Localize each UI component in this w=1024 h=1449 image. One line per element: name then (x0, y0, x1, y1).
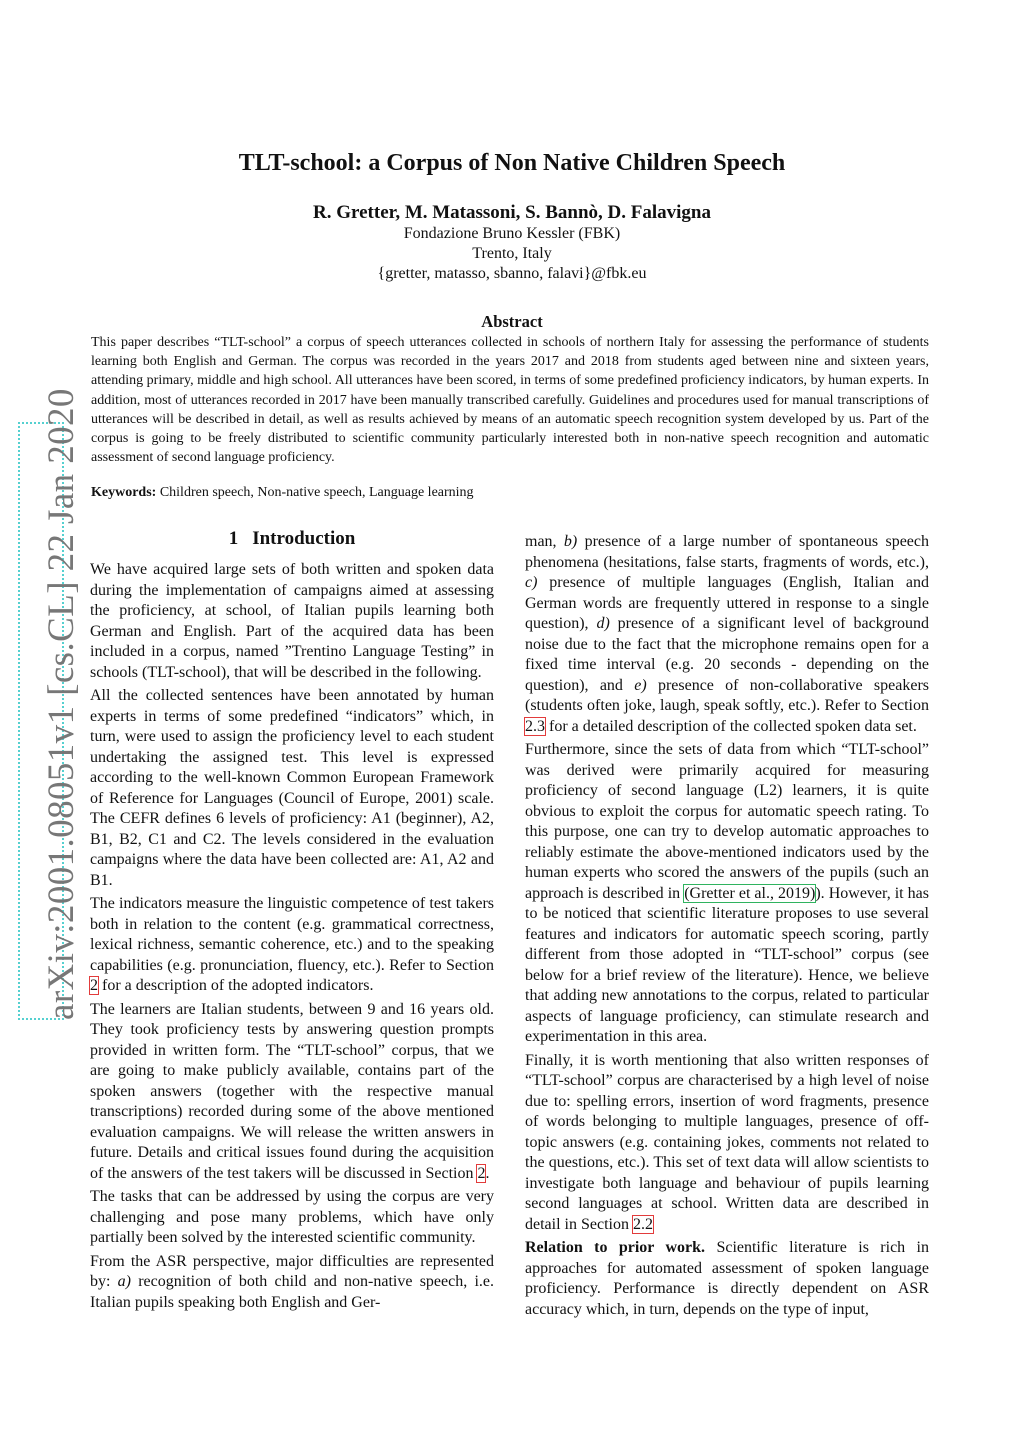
section-ref-link[interactable]: 2.3 (525, 717, 545, 735)
emails: {gretter, matasso, sbanno, falavi}@fbk.eu (377, 265, 647, 282)
section-ref-link[interactable]: 2.2 (632, 1215, 653, 1233)
authors: R. Gretter, M. Matassoni, S. Bannò, D. Falavigna (313, 202, 711, 223)
institution: Fondazione Bruno Kessler (FBK) (403, 225, 621, 242)
paragraph: Furthermore, since the sets of data from which “TLT-school” was derived were primarily acquired for measuring proficiency of second language (L2) learners, it is quite obvious to exploit the corpus for automatic speech rating. To this purpose, one can try to develop automatic approaches to reliably estimate the above-mentioned indicators used by the human experts who scored the answers of the pupils (such an approach is described in (Gretter et al., 2019)). However, it has to be noticed that scientific literature proposes to use several features and indicators for automatic speech scoring, partly different from those adopted in “TLT-school” corpus (see below for a brief review of the literature). Hence, we believe that adding new annotations to the corpus, related to particular aspects of language proficiency, can stimulate research and experimentation in this area. (525, 741, 929, 1045)
section-number: 1 (228, 528, 239, 549)
paragraph: All the collected sentences have been annotated by human experts in terms of some predefined “indicators” which, in turn, were used to assign the proficiency level to each student undertaking the assigned test. This level is expressed according to the well-known Common European Framework of Reference for Languages (Council of Europe, 2001) scale. The CEFR defines 6 levels of proficiency: A1 (beginner), A2, B1, B2, C1 and C2. The levels considered in the evaluation campaigns where the data have been collected are: A1, A2 and B1. (90, 687, 494, 889)
section-heading-introduction (90, 528, 494, 550)
right-column (525, 532, 929, 1323)
keywords-text: Children speech, Non-native speech, Language learning (156, 485, 474, 500)
citation-link[interactable]: (Gretter et al., 2019) (684, 884, 816, 902)
paragraph: The indicators measure the linguistic competence of test takers both in relation to the content (e.g. grammatical correctness, lexical richness, semantic coherence, etc.) and to the speaking capabilities (e.g. pronunciation, fluency, etc.). Refer to Section 2 for a description of the adopted indicators. (90, 895, 494, 994)
arxiv-stamp[interactable]: arXiv:2001.08051v1 [cs.CL] 22 Jan 2020 (41, 388, 82, 1020)
section-ref-link[interactable]: 2 (90, 977, 98, 994)
keywords (91, 485, 474, 501)
paragraph: man, b) presence of a large number of spontaneous speech phenomena (hesitations, false starts, fragments of words, etc.), c) presence of multiple languages (English, Italian and German words are frequently uttered in response to a single question), d) presence of a significant level of background noise due to the fact that the microphone remains open for a fixed time interval (e.g. 20 seconds - depending on the question), and e) presence of non-collaborative speakers (students often joke, laugh, speak softly, etc.). Refer to Section 2.3 for a detailed description of the collected spoken data set. (525, 533, 929, 735)
paper-title: TLT-school: a Corpus of Non Native Children Speech (238, 150, 786, 176)
paragraph: Finally, it is worth mentioning that also written responses of “TLT-school” corpus are characterised by a high level of noise due to: spelling errors, insertion of word fragments, presence of words belonging to multiple languages, presence of off-topic answers (e.g. containing jokes, comments not related to the questions, etc.). This set of text data will allow scientists to investigate both language and behaviour of pupils learning second languages at school. Written data are described in detail in Section 2.2 (525, 1051, 929, 1233)
section-title: Introduction (252, 528, 356, 549)
paragraph: Relation to prior work. Scientific literature is rich in approaches for automated assessment of spoken language proficiency. Performance is directly dependent on ASR accuracy which, in turn, depends on the type of input, (525, 1239, 930, 1318)
paragraph: The tasks that can be addressed by using the corpus are very challenging and pose many problems, which have only partially been solved by the interested scientific community. (90, 1188, 494, 1246)
location: Trento, Italy (472, 245, 552, 262)
left-column (90, 560, 494, 1316)
paragraph-heading: Relation to prior work. (525, 1239, 706, 1256)
section-ref-link[interactable]: 2 (477, 1164, 486, 1182)
keywords-label: Keywords: (91, 485, 157, 500)
abstract-text: This paper describes “TLT-school” a corpus of speech utterances collected in schools of northern Italy for assessing the performance of students learning both English and German. The corpus was recorded in the years 2017 and 2018 from students aged between nine and sixteen years, attending primary, middle and high school. All utterances have been scored, in terms of some predefined proficiency indicators, by human experts. In addition, most of utterances recorded in 2017 have been manually transcribed carefully. Guidelines and procedures used for manual transcriptions of utterances will be described in detail, as well as results achieved by means of an automatic speech recognition system developed by us. Part of the corpus is going to be freely distributed to scientific community particularly interested both in non-native speech recognition and automatic assessment of second language proficiency. (91, 335, 929, 466)
paragraph: We have acquired large sets of both written and spoken data during the implementation of campaigns aimed at assessing the proficiency, at school, of Italian pupils learning both German and English. Part of the acquired data has been included in a corpus, named ”Trentino Language Testing” in schools (TLT-school), that will be described in the following. (90, 561, 494, 681)
paragraph: From the ASR perspective, major difficulties are represented by: a) recognition of both child and non-native speech, i.e. Italian pupils speaking both English and Ger- (90, 1252, 494, 1311)
abstract-heading: Abstract (481, 312, 543, 331)
paragraph: The learners are Italian students, between 9 and 16 years old. They took proficiency tests by answering question prompts provided in written form. The “TLT-school” corpus, that we are going to make publicly available, contains part of the spoken answers (together with the respective manual transcriptions) recorded during some of the above mentioned evaluation campaigns. We will release the written answers in future. Details and critical issues found during the acquisition of the answers of the test takers will be discussed in Section 2. (90, 1000, 494, 1182)
